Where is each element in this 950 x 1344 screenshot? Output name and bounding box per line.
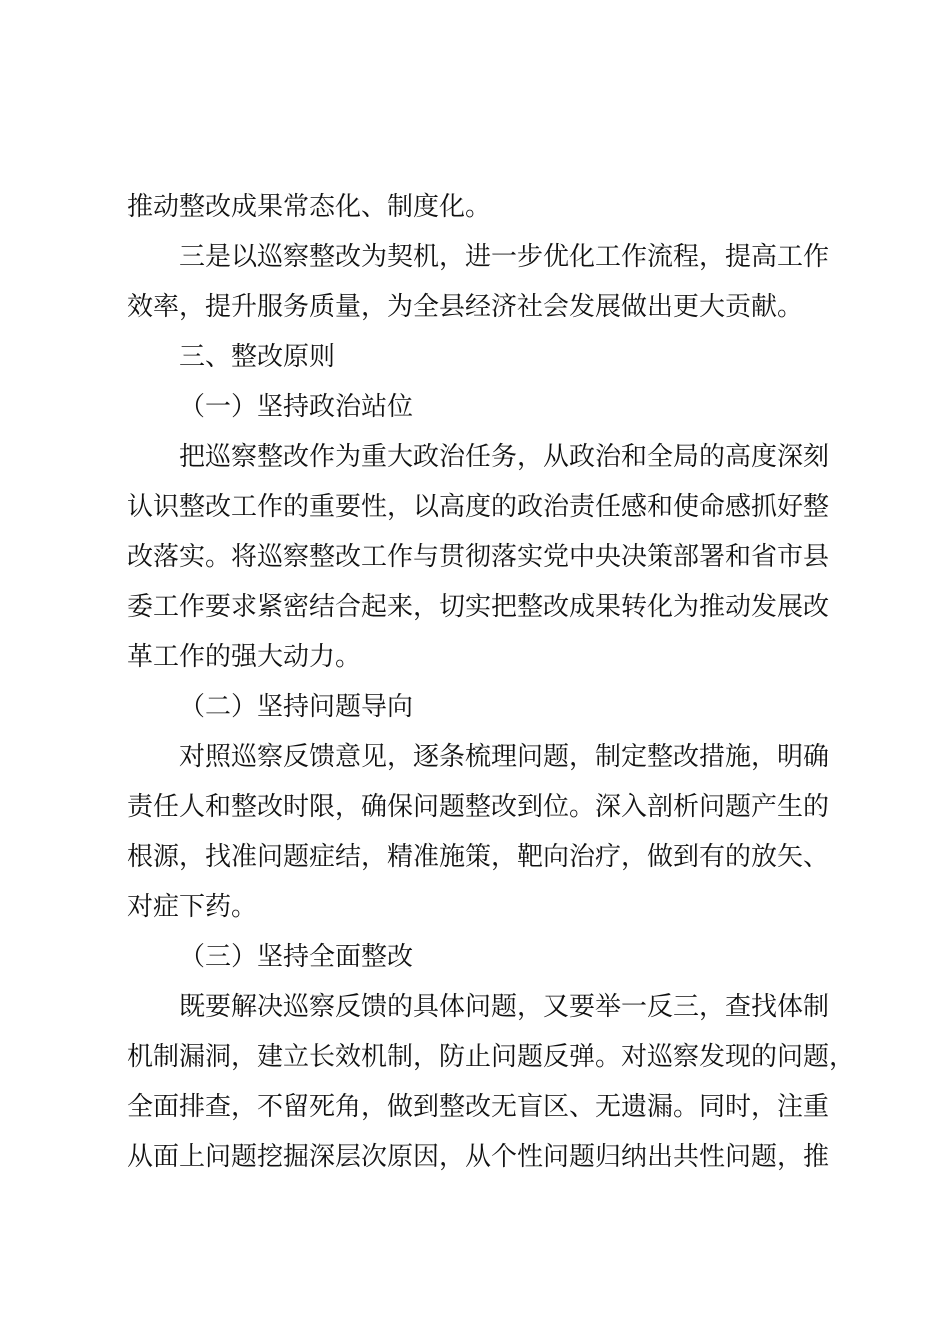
body-text <box>127 182 856 1182</box>
paragraph-line: 推动整改成果常态化、制度化。 <box>127 192 492 222</box>
paragraph-line: 改落实。将巡察整改工作与贯彻落实党中央决策部署和省市县 <box>127 542 830 572</box>
paragraph-line: 委工作要求紧密结合起来，切实把整改成果转化为推动发展改 <box>127 592 830 622</box>
paragraph-line: 机制漏洞，建立长效机制，防止问题反弹。对巡察发现的问题， <box>127 1042 856 1072</box>
paragraph-line: 对照巡察反馈意见，逐条梳理问题，制定整改措施，明确 <box>179 742 830 772</box>
subsection-heading: （二）坚持问题导向 <box>179 692 414 722</box>
subsection-heading: （三）坚持全面整改 <box>179 942 414 972</box>
paragraph-line: 把巡察整改作为重大政治任务，从政治和全局的高度深刻 <box>179 442 830 472</box>
paragraph-line: 对症下药。 <box>127 892 258 922</box>
paragraph-line: 全面排查，不留死角，做到整改无盲区、无遗漏。同时，注重 <box>127 1092 830 1122</box>
paragraph-line: 三是以巡察整改为契机，进一步优化工作流程，提高工作 <box>179 242 830 272</box>
paragraph-line: 既要解决巡察反馈的具体问题，又要举一反三，查找体制 <box>179 992 830 1022</box>
subsection-heading: （一）坚持政治站位 <box>179 392 414 422</box>
paragraph-line: 认识整改工作的重要性，以高度的政治责任感和使命感抓好整 <box>127 492 830 522</box>
paragraph-line: 根源，找准问题症结，精准施策，靶向治疗，做到有的放矢、 <box>127 842 830 872</box>
paragraph-line: 责任人和整改时限，确保问题整改到位。深入剖析问题产生的 <box>127 792 830 822</box>
paragraph-line: 从面上问题挖掘深层次原因，从个性问题归纳出共性问题，推 <box>127 1142 830 1172</box>
paragraph-line: 效率，提升服务质量，为全县经济社会发展做出更大贡献。 <box>127 292 804 322</box>
paragraph-line: 革工作的强大动力。 <box>127 642 362 672</box>
section-heading: 三、整改原则 <box>179 342 336 372</box>
